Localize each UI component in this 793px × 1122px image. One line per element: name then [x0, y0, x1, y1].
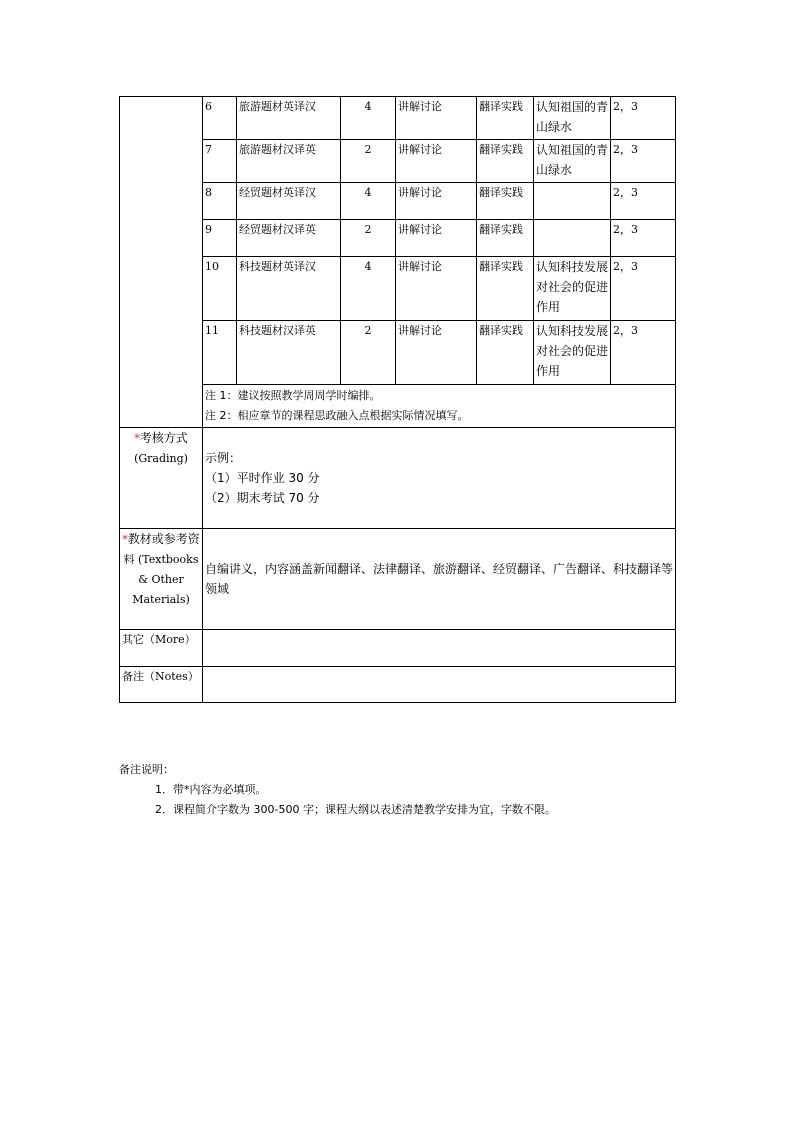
grading-label	[120, 428, 203, 529]
method-cell: 讲解讨论	[396, 257, 477, 321]
notes-cell	[203, 385, 676, 428]
topic-cell: 旅游题材英译汉	[237, 97, 341, 140]
ideology-cell	[534, 183, 611, 220]
note-1: 注 1：建议按照教学周周学时编排。	[205, 389, 381, 402]
goals-cell: 2，3	[611, 321, 676, 385]
topic-cell: 科技题材英译汉	[237, 257, 341, 321]
more-row	[120, 630, 676, 667]
goals-cell: 2，3	[611, 140, 676, 183]
hours-cell: 4	[341, 183, 396, 220]
more-label: 其它（More）	[120, 630, 203, 667]
hours-cell: 2	[341, 220, 396, 257]
ideology-cell: 认知科技发展对社会的促进作用	[534, 321, 611, 385]
goals-cell: 2，3	[611, 97, 676, 140]
method-cell: 讲解讨论	[396, 140, 477, 183]
grading-label-en: (Grading)	[134, 452, 188, 465]
topic-cell: 经贸题材英译汉	[237, 183, 341, 220]
method-cell: 讲解讨论	[396, 183, 477, 220]
topic-cell: 旅游题材汉译英	[237, 140, 341, 183]
grading-item-2: （2）期末考试 70 分	[205, 491, 320, 505]
remarks-content	[203, 667, 676, 703]
textbooks-content: 自编讲义，内容涵盖新闻翻译、法律翻译、旅游翻译、经贸翻译、广告翻译、科技翻译等领域	[203, 529, 676, 630]
method-cell: 讲解讨论	[396, 220, 477, 257]
table-row	[120, 140, 676, 183]
practice-cell: 翻译实践	[477, 220, 534, 257]
notes-row	[120, 385, 676, 428]
ideology-cell: 认知科技发展对社会的促进作用	[534, 257, 611, 321]
footnotes	[119, 760, 556, 820]
method-cell: 讲解讨论	[396, 97, 477, 140]
practice-cell: 翻译实践	[477, 183, 534, 220]
practice-cell: 翻译实践	[477, 140, 534, 183]
required-star: *	[134, 432, 140, 445]
footnotes-title: 备注说明：	[119, 763, 174, 776]
footnote-item-2: 2．课程简介字数为 300-500 字；课程大纲以表述清楚教学安排为宜，字数不限。	[155, 803, 556, 816]
goals-cell: 2，3	[611, 257, 676, 321]
table-row	[120, 183, 676, 220]
ideology-cell: 认知祖国的青山绿水	[534, 140, 611, 183]
grading-example: 示例：	[205, 451, 242, 465]
hours-cell: 4	[341, 257, 396, 321]
hours-cell: 4	[341, 97, 396, 140]
week-number-cell: 10	[203, 257, 237, 321]
practice-cell: 翻译实践	[477, 321, 534, 385]
note-2: 注 2：相应章节的课程思政融入点根据实际情况填写。	[205, 409, 469, 422]
week-number-cell: 6	[203, 97, 237, 140]
method-cell: 讲解讨论	[396, 321, 477, 385]
textbooks-label	[120, 529, 203, 630]
table-row	[120, 257, 676, 321]
hours-cell: 2	[341, 140, 396, 183]
goals-cell: 2，3	[611, 220, 676, 257]
ideology-cell	[534, 220, 611, 257]
grading-label-cn: 考核方式	[139, 431, 188, 445]
week-number-cell: 7	[203, 140, 237, 183]
course-outline-table	[119, 96, 676, 703]
practice-cell: 翻译实践	[477, 97, 534, 140]
footnote-item-1: 1．带*内容为必填项。	[155, 783, 267, 796]
table-row	[120, 321, 676, 385]
section-label-cell	[120, 97, 203, 428]
textbooks-label-line4: Materials)	[132, 593, 190, 606]
schedule-body	[120, 97, 676, 428]
remarks-row	[120, 667, 676, 703]
week-number-cell: 9	[203, 220, 237, 257]
required-star: *	[122, 533, 128, 546]
textbooks-label-line2: 料 (Textbooks	[123, 553, 199, 566]
hours-cell: 2	[341, 321, 396, 385]
textbooks-label-line1: 教材或参考资	[127, 532, 200, 546]
week-number-cell: 11	[203, 321, 237, 385]
textbooks-label-line3: & Other	[138, 573, 184, 586]
table-row	[120, 220, 676, 257]
grading-item-1: （1）平时作业 30 分	[205, 471, 320, 485]
textbooks-row	[120, 529, 676, 630]
topic-cell: 经贸题材汉译英	[237, 220, 341, 257]
table-row	[120, 97, 676, 140]
remarks-label: 备注（Notes）	[120, 667, 203, 703]
goals-cell: 2，3	[611, 183, 676, 220]
more-content	[203, 630, 676, 667]
week-number-cell: 8	[203, 183, 237, 220]
topic-cell: 科技题材汉译英	[237, 321, 341, 385]
grading-row	[120, 428, 676, 529]
practice-cell: 翻译实践	[477, 257, 534, 321]
grading-content	[203, 428, 676, 529]
ideology-cell: 认知祖国的青山绿水	[534, 97, 611, 140]
